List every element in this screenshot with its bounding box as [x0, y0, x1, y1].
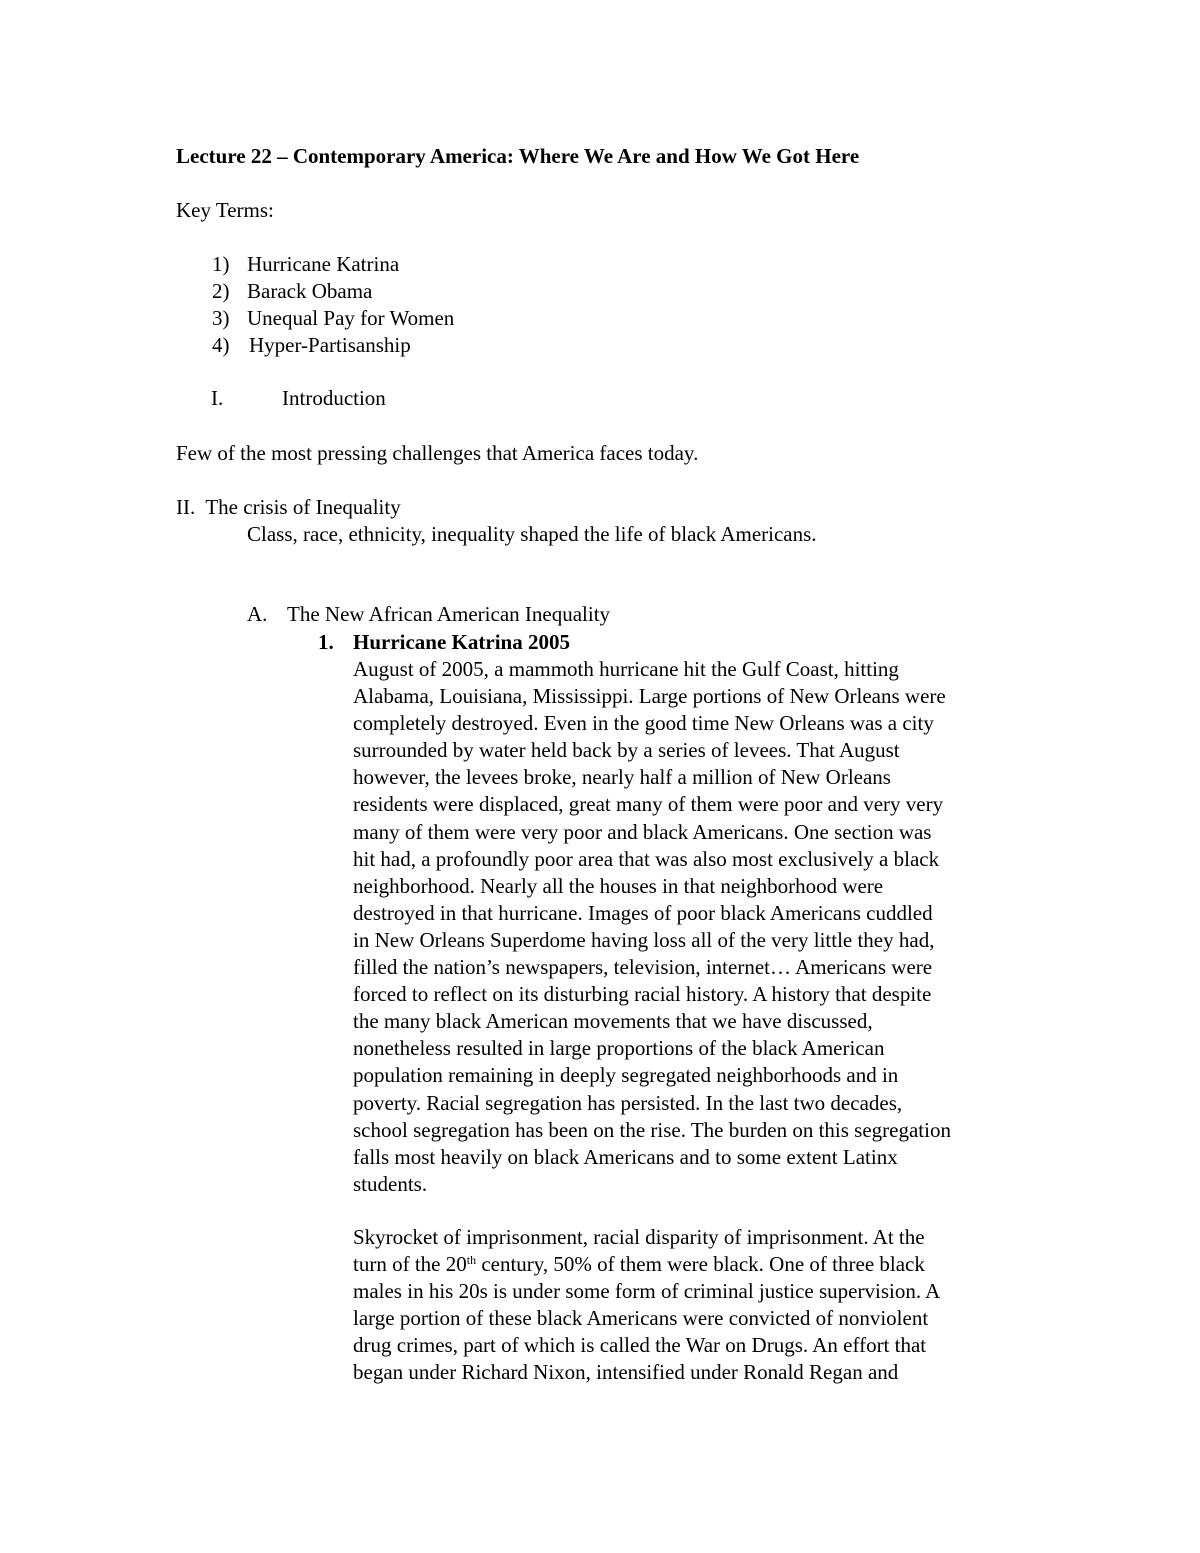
- subsection-a-title: The New African American Inequality: [287, 602, 611, 626]
- paragraph-line: school segregation has been on the rise. The burden on this segregation: [353, 1117, 951, 1142]
- ordinal-superscript: th: [466, 1253, 477, 1268]
- paragraph-line: destroyed in that hurricane. Images of poor black Americans cuddled: [353, 900, 933, 925]
- key-terms-label: Key Terms:: [176, 198, 274, 222]
- paragraph-line: in New Orleans Superdome having loss all of the very little they had,: [353, 927, 935, 952]
- paragraph-fragment: century, 50% of them were black. One of three black: [476, 1252, 925, 1277]
- paragraph-line: poverty. Racial segregation has persisted. In the last two decades,: [353, 1090, 903, 1115]
- paragraph-line: however, the levees broke, nearly half a million of New Orleans: [353, 765, 891, 790]
- section-2-subtext: Class, race, ethnicity, inequality shaped the life of black Americans.: [247, 522, 817, 546]
- paragraph-line: August of 2005, a mammoth hurricane hit the Gulf Coast, hitting: [353, 657, 899, 681]
- paragraph-line: neighborhood. Nearly all the houses in that neighborhood were: [353, 873, 884, 898]
- paragraph-line: Alabama, Louisiana, Mississippi. Large portions of New Orleans were: [353, 684, 946, 709]
- paragraph-line: falls most heavily on black Americans and to some extent Latinx: [353, 1144, 898, 1169]
- paragraph-line: filled the nation’s newspapers, television, internet… Americans were: [353, 955, 933, 980]
- page-title: Lecture 22 – Contemporary America: Where We Are and How We Got Here: [176, 144, 860, 168]
- key-term-text: Hyper-Partisanship: [249, 333, 411, 357]
- paragraph-line: drug crimes, part of which is called the War on Drugs. An effort that: [353, 1333, 927, 1358]
- paragraph-line: [353, 1251, 1053, 1278]
- item-1-title: Hurricane Katrina 2005: [353, 630, 570, 654]
- section-1-number: I.: [211, 386, 224, 410]
- paragraph-line: residents were displaced, great many of them were poor and very very: [353, 792, 944, 817]
- paragraph-line: males in his 20s is under some form of criminal justice supervision. A: [353, 1279, 941, 1304]
- paragraph-line: surrounded by water held back by a series of levees. That August: [353, 738, 900, 763]
- key-term-number: 3): [212, 306, 230, 330]
- paragraph-line: completely destroyed. Even in the good time New Orleans was a city: [353, 711, 934, 736]
- subsection-a-letter: A.: [247, 602, 268, 626]
- key-term-text: Unequal Pay for Women: [247, 306, 455, 330]
- key-term-text: Hurricane Katrina: [247, 252, 400, 276]
- section-2-heading: II. The crisis of Inequality: [176, 495, 401, 519]
- paragraph-line: Skyrocket of imprisonment, racial disparity of imprisonment. At the: [353, 1225, 925, 1249]
- paragraph-line: many of them were very poor and black Americans. One section was: [353, 819, 932, 844]
- paragraph-line: large portion of these black Americans were convicted of nonviolent: [353, 1306, 929, 1331]
- key-term-number: 2): [212, 279, 230, 303]
- section-1-title: Introduction: [282, 386, 386, 410]
- hurricane-katrina-paragraph: [353, 656, 1053, 1198]
- paragraph-line: forced to reflect on its disturbing racial history. A history that despite: [353, 982, 932, 1007]
- key-term-text: Barack Obama: [247, 279, 373, 303]
- key-term-number: 4): [212, 333, 230, 357]
- intro-text: Few of the most pressing challenges that America faces today.: [176, 441, 699, 465]
- paragraph-line: began under Richard Nixon, intensified under Ronald Regan and: [353, 1360, 899, 1385]
- paragraph-line: students.: [353, 1171, 428, 1196]
- paragraph-line: population remaining in deeply segregated neighborhoods and in: [353, 1063, 899, 1088]
- paragraph-fragment: turn of the 20: [353, 1252, 467, 1277]
- key-term-number: 1): [212, 252, 230, 276]
- paragraph-line: the many black American movements that we have discussed,: [353, 1009, 873, 1034]
- imprisonment-paragraph: [353, 1224, 1053, 1387]
- item-1-number: 1.: [318, 630, 334, 654]
- paragraph-line: hit had, a profoundly poor area that was also most exclusively a black: [353, 846, 940, 871]
- paragraph-line: nonetheless resulted in large proportions of the black American: [353, 1036, 885, 1061]
